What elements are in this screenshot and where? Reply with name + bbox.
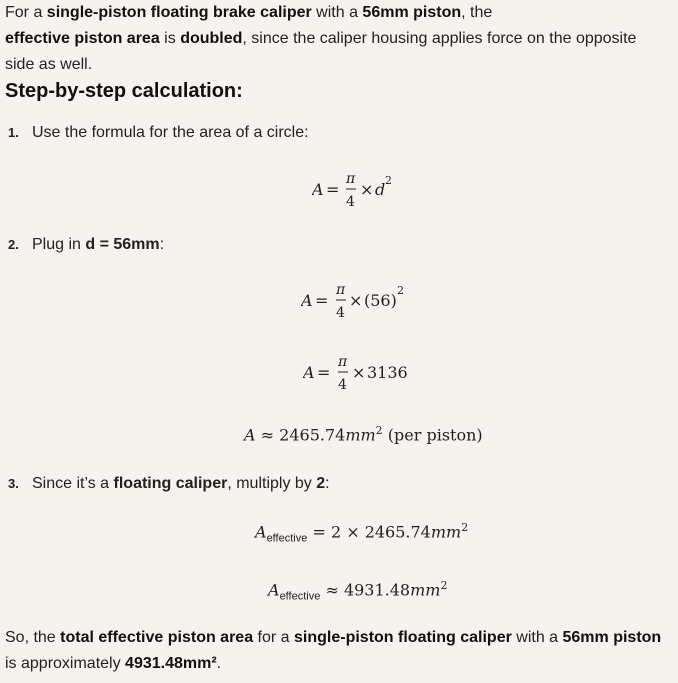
step-1-number: 1.: [8, 125, 19, 140]
plug1-den: 4: [336, 305, 345, 321]
plug1-eq: =: [315, 291, 329, 310]
steps-heading: Step-by-step calculation:: [5, 80, 243, 102]
conclusion-text-5: .: [216, 655, 222, 672]
step-2-text-2: :: [159, 236, 165, 253]
formula-num: π: [346, 171, 356, 187]
eff2-exponent: 2: [440, 579, 448, 592]
eff1-expr: 2 × 2465.74: [330, 522, 431, 542]
step-3-text-3: :: [325, 475, 330, 492]
conclusion-paragraph: [5, 625, 670, 677]
conclusion-bold-area: total effective piston area: [60, 629, 254, 646]
plug2-times: ×: [352, 363, 366, 382]
result-value: 2465.74: [279, 425, 346, 445]
eff1-unit: mm: [430, 522, 462, 542]
conclusion-bold-caliper: single-piston floating caliper: [294, 629, 512, 646]
formula-exp: 2: [385, 174, 392, 187]
step-2: [8, 234, 164, 256]
plug2-num: π: [338, 354, 348, 370]
intro-bold-doubled: doubled: [180, 30, 243, 47]
plug2-den: 4: [338, 377, 347, 393]
plug-equation-1: [301, 280, 411, 330]
step-2-number: 2.: [8, 237, 19, 252]
plug2-eq: =: [317, 363, 331, 382]
intro-text-2: with a: [311, 4, 363, 21]
step-2-text-1: Plug in: [32, 236, 86, 253]
conclusion-text-1: So, the: [5, 629, 61, 646]
step-3-number: 3.: [8, 476, 19, 491]
plug1-times: ×: [349, 291, 363, 310]
result-lhs: A: [244, 425, 256, 445]
result-exponent: 2: [375, 424, 383, 437]
plug-equation-2: [303, 352, 413, 402]
step-3-text-2: , multiply by: [227, 475, 317, 492]
intro-bold-caliper: single-piston floating brake caliper: [46, 4, 312, 21]
formula-equation: [312, 168, 402, 218]
result-unit: mm: [345, 425, 376, 445]
formula-times: ×: [360, 180, 374, 199]
formula-lhs: A: [312, 180, 324, 199]
intro-text-3: , the: [461, 4, 493, 21]
step-2-bold: d = 56mm: [85, 236, 160, 253]
formula-eq: =: [326, 180, 340, 199]
result-note: (per piston): [387, 425, 483, 445]
step-3-bold-caliper: floating caliper: [113, 475, 228, 492]
step-3: [8, 473, 330, 495]
eff2-subscript: effective: [279, 590, 321, 603]
effective-equation-2: [268, 579, 447, 603]
intro-text-1: For a: [5, 4, 47, 21]
formula-den: 4: [346, 194, 355, 210]
eff2-unit: mm: [410, 580, 441, 600]
conclusion-text-4: is approximately: [5, 655, 126, 672]
step-1-text: Use the formula for the area of a circle:: [32, 124, 309, 141]
conclusion-text-2: for a: [253, 629, 295, 646]
eff2-lhs: A: [268, 580, 280, 600]
intro-text-4: is: [159, 30, 181, 47]
intro-bold-area: effective piston area: [5, 30, 160, 47]
plug1-lhs: A: [301, 291, 313, 310]
intro-paragraph: [5, 0, 670, 78]
conclusion-text-3: with a: [511, 629, 563, 646]
plug2-lhs: A: [303, 363, 315, 382]
eff1-subscript: effective: [266, 532, 308, 545]
result-equation: [244, 424, 483, 444]
step-3-text-1: Since it’s a: [32, 475, 114, 492]
conclusion-bold-result: 4931.48mm²: [125, 655, 217, 672]
intro-text-5: , since the caliper housing applies force on the opposite side as well.: [5, 30, 637, 73]
intro-bold-piston: 56mm piston: [362, 4, 462, 21]
step-3-bold-two: 2: [316, 475, 326, 492]
formula-var: d: [375, 180, 386, 199]
plug1-num: π: [336, 282, 346, 298]
conclusion-bold-piston: 56mm piston: [562, 629, 662, 646]
plug2-val: 3136: [367, 363, 408, 382]
step-1: [8, 122, 309, 144]
eff1-lhs: A: [255, 522, 267, 542]
eff2-approx: ≈: [325, 580, 339, 600]
plug1-val: (56): [364, 291, 397, 310]
eff1-eq: =: [312, 522, 326, 542]
eff2-value: 4931.48: [343, 580, 411, 600]
plug1-exp: 2: [397, 284, 404, 297]
result-approx: ≈: [260, 425, 275, 445]
effective-equation-1: [255, 521, 468, 545]
eff1-exponent: 2: [461, 521, 469, 534]
